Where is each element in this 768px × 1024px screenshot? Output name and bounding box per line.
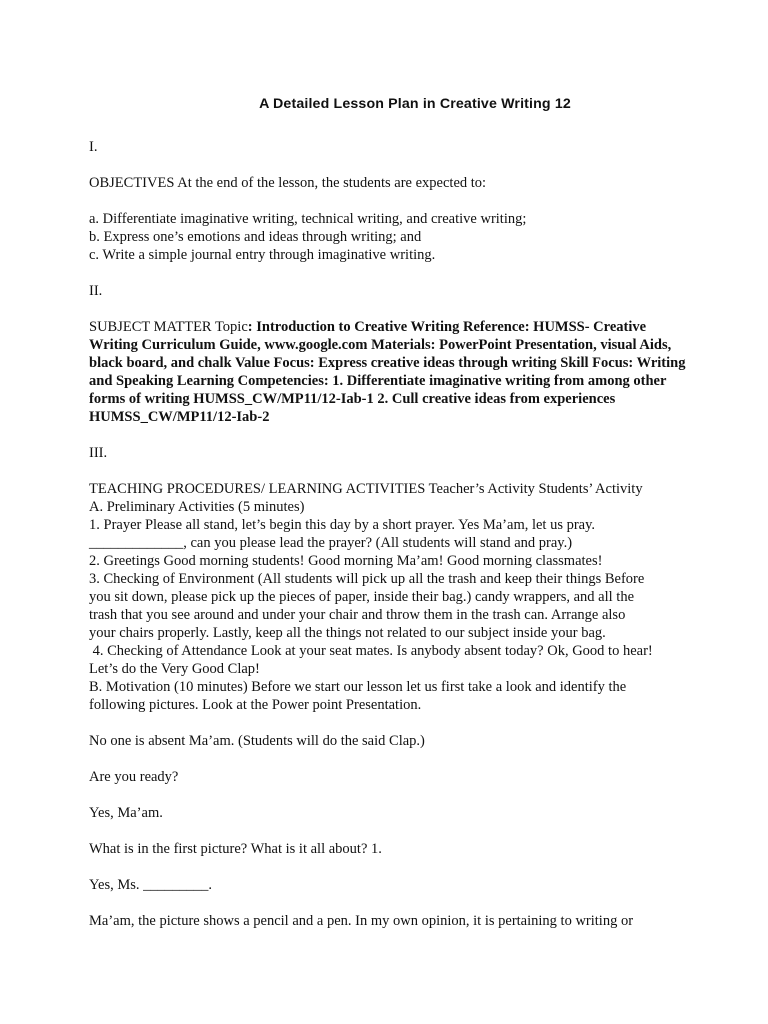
body-paragraph: Yes, Ms. _________. [89,877,213,893]
section-1-numeral: I. [89,139,98,155]
procedure-line: B. Motivation (10 minutes) Before we start our lesson let us first take a look and identify the [89,679,627,695]
objectives-list [89,210,689,264]
objective-item: a. Differentiate imaginative writing, technical writing, and creative writing; [89,211,527,227]
procedure-line: 3. Checking of Environment (All students will pick up all the trash and keep their things Before [89,571,645,587]
procedure-line: _____________, can you please lead the prayer? (All students will stand and pray.) [89,535,573,551]
procedure-line: trash that you see around and under your chair and throw them in the trash can. Arrange also [89,607,626,623]
subject-matter-paragraph [89,318,689,426]
section-3-numeral: III. [89,445,108,461]
teaching-procedures [89,480,689,714]
procedure-line: TEACHING PROCEDURES/ LEARNING ACTIVITIES Teacher’s Activity Students’ Activity [89,481,643,497]
subject-matter-label: SUBJECT MATTER Topic [89,319,248,335]
procedure-line: your chairs properly. Lastly, keep all the things not related to our subject inside your bag. [89,625,606,641]
procedure-line: you sit down, please pick up the pieces of paper, inside their bag.) candy wrappers, and all the [89,589,635,605]
body-paragraph: Ma’am, the picture shows a pencil and a pen. In my own opinion, it is pertaining to writing or [89,913,634,929]
subject-matter-body: : Introduction to Creative Writing Reference: HUMSS- Creative Writing Curriculum Guide, www.google.com Materials: PowerPoint Presentation, visual Aids, black board, and chalk Value Focus: Express creative ideas through writing Skill Focus: Writing and Speaking Learning Competencies: 1. Differentiate imaginative writing from among other forms of writing HUMSS_CW/MP11/12-Iab-1 2. Cull creative ideas from experiences HUMSS_CW/MP11/12-Iab-2 [89,319,686,425]
objective-item: b. Express one’s emotions and ideas through writing; and [89,229,422,245]
document-page [89,94,689,948]
section-2-numeral: II. [89,283,103,299]
procedure-line: A. Preliminary Activities (5 minutes) [89,499,305,515]
body-paragraph: What is in the first picture? What is it all about? 1. [89,841,382,857]
procedure-line: 1. Prayer Please all stand, let’s begin this day by a short prayer. Yes Ma’am, let us pray. [89,517,596,533]
procedure-line: Let’s do the Very Good Clap! [89,661,260,677]
body-paragraph: No one is absent Ma’am. (Students will do the said Clap.) [89,733,425,749]
procedure-line: 2. Greetings Good morning students! Good morning Ma’am! Good morning classmates! [89,553,603,569]
body-paragraph: Yes, Ma’am. [89,805,163,821]
section-1-heading: OBJECTIVES At the end of the lesson, the students are expected to: [89,175,487,191]
document-title: A Detailed Lesson Plan in Creative Writing 12 [259,96,571,112]
procedure-line: following pictures. Look at the Power point Presentation. [89,697,422,713]
objective-item: c. Write a simple journal entry through imaginative writing. [89,247,436,263]
procedure-line: 4. Checking of Attendance Look at your seat mates. Is anybody absent today? Ok, Good to hear! [89,643,653,659]
body-paragraph: Are you ready? [89,769,179,785]
